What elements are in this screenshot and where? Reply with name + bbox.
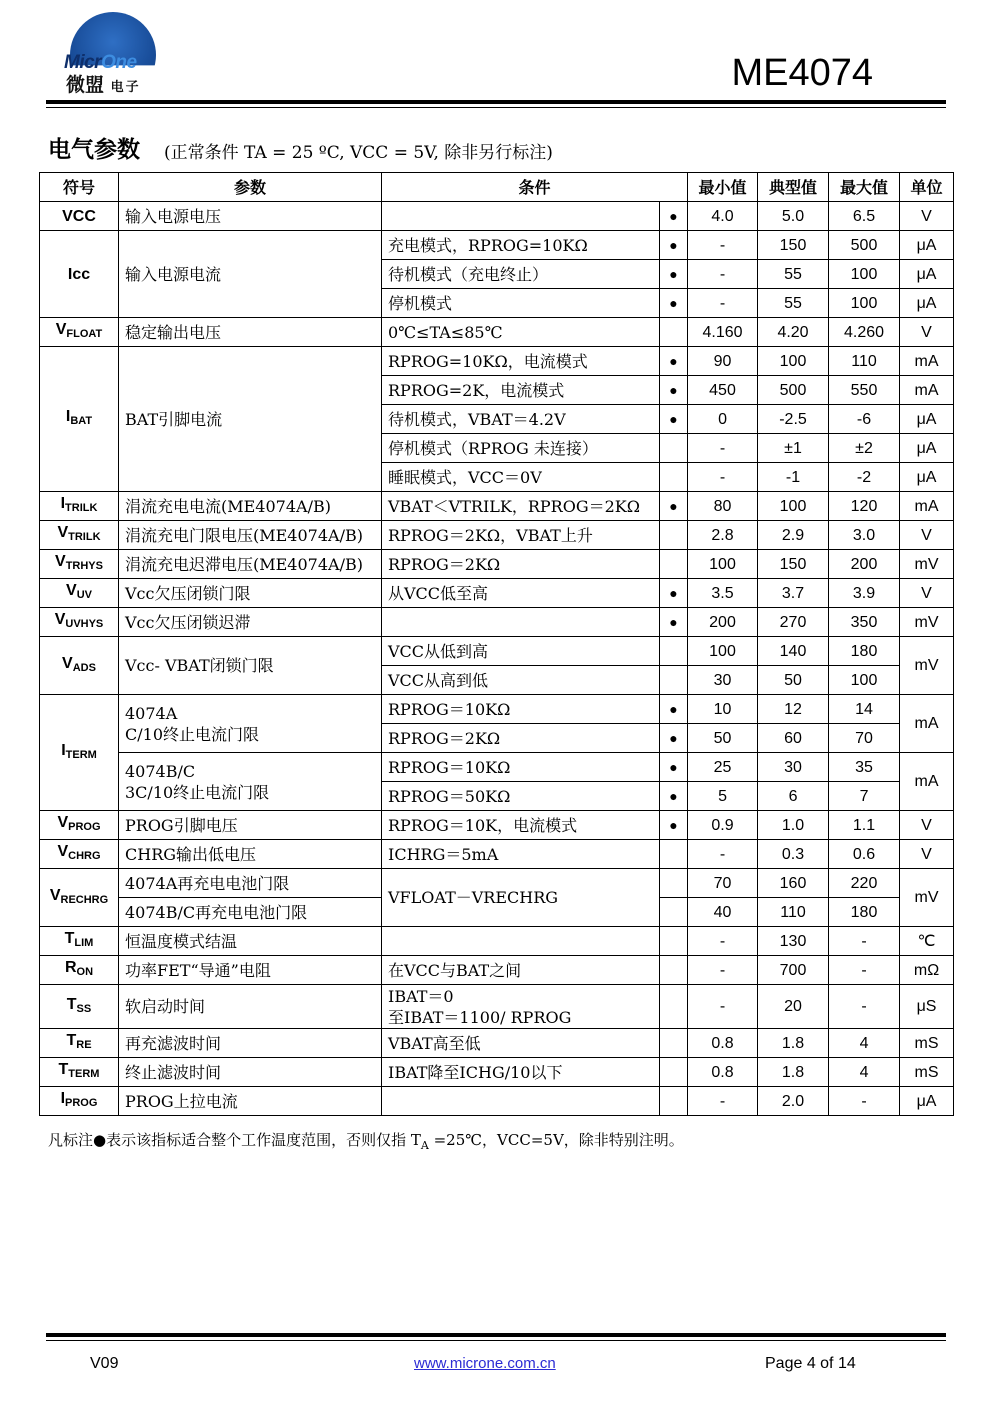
- table-row: [40, 521, 954, 550]
- table-row: [40, 550, 954, 579]
- unit: mΩ: [900, 956, 954, 985]
- header-symbol: 符号: [40, 173, 119, 202]
- symbol: $T_{LIM}$: [40, 927, 119, 956]
- max-value: -2: [829, 463, 900, 492]
- table-row: [40, 811, 954, 840]
- max-value: 4: [829, 1058, 900, 1087]
- max-value: 4: [829, 1029, 900, 1058]
- max-value: 200: [829, 550, 900, 579]
- typ-value: 150: [758, 550, 829, 579]
- max-value: 70: [829, 724, 900, 753]
- bullet-empty: [660, 1087, 688, 1116]
- bullet-mark: ●: [660, 492, 688, 521]
- bullet-mark: ●: [660, 289, 688, 318]
- min-value: 30: [688, 666, 758, 695]
- condition: 停机模式（RPROG 未连接）: [382, 434, 660, 463]
- parameter: 涓流充电迟滞电压(ME4074A/B): [119, 550, 382, 579]
- header-parameter: 参数: [119, 173, 382, 202]
- parameter: Vcc欠压闭锁门限: [119, 579, 382, 608]
- symbol: $V_{RECHRG}$: [40, 869, 119, 927]
- typ-value: -1: [758, 463, 829, 492]
- typ-value: 12: [758, 695, 829, 724]
- electrical-parameters-table: [39, 172, 954, 1116]
- condition: VFLOAT－VRECHRG: [382, 869, 660, 927]
- min-value: 3.5: [688, 579, 758, 608]
- symbol: $V_{UV}$: [40, 579, 119, 608]
- logo-chinese: 微盟 电子: [66, 74, 141, 96]
- table-row: [40, 985, 954, 1029]
- condition: VCC从高到低: [382, 666, 660, 695]
- typ-value: 1.0: [758, 811, 829, 840]
- condition: 在VCC与BAT之间: [382, 956, 660, 985]
- bullet-empty: [660, 637, 688, 666]
- header-condition: 条件: [382, 173, 688, 202]
- max-value: 180: [829, 637, 900, 666]
- min-value: -: [688, 289, 758, 318]
- table-row: [40, 318, 954, 347]
- unit: μA: [900, 434, 954, 463]
- min-value: -: [688, 927, 758, 956]
- unit: V: [900, 318, 954, 347]
- symbol: $V_{PROG}$: [40, 811, 119, 840]
- table-header-row: [40, 173, 954, 202]
- header-max: 最大值: [829, 173, 900, 202]
- footer-rule-thin: [46, 1340, 946, 1341]
- parameter: 功率FET“导通”电阻: [119, 956, 382, 985]
- max-value: 35: [829, 753, 900, 782]
- bullet-empty: [660, 840, 688, 869]
- model-number: ME4074: [731, 52, 873, 94]
- bullet-mark: ●: [660, 811, 688, 840]
- symbol: $T_{SS}$: [40, 985, 119, 1029]
- max-value: 4.260: [829, 318, 900, 347]
- typ-value: 1.8: [758, 1058, 829, 1087]
- max-value: 350: [829, 608, 900, 637]
- unit: V: [900, 202, 954, 231]
- min-value: 4.160: [688, 318, 758, 347]
- typ-value: 4.20: [758, 318, 829, 347]
- parameter: 4074B/C 3C/10终止电流门限: [119, 753, 382, 811]
- header-unit: 单位: [900, 173, 954, 202]
- unit: V: [900, 811, 954, 840]
- min-value: 0.8: [688, 1029, 758, 1058]
- table-row: [40, 956, 954, 985]
- table-row: [40, 927, 954, 956]
- symbol: $V_{CHRG}$: [40, 840, 119, 869]
- condition: 待机模式，VBAT＝4.2V: [382, 405, 660, 434]
- condition: IBAT＝0 至IBAT＝1100/ RPROG: [382, 985, 660, 1029]
- header-typ: 典型值: [758, 173, 829, 202]
- bullet-empty: [660, 463, 688, 492]
- bullet-mark: ●: [660, 260, 688, 289]
- max-value: -: [829, 956, 900, 985]
- bullet-mark: ●: [660, 724, 688, 753]
- condition: 0℃≤TA≤85℃: [382, 318, 660, 347]
- unit: ℃: [900, 927, 954, 956]
- table-row: [40, 608, 954, 637]
- symbol: $R_{ON}$: [40, 956, 119, 985]
- unit: V: [900, 521, 954, 550]
- max-value: 100: [829, 289, 900, 318]
- condition: RPROG＝50KΩ: [382, 782, 660, 811]
- parameter: PROG上拉电流: [119, 1087, 382, 1116]
- typ-value: 500: [758, 376, 829, 405]
- condition: [382, 1087, 660, 1116]
- typ-value: 100: [758, 492, 829, 521]
- max-value: ±2: [829, 434, 900, 463]
- condition: [382, 202, 660, 231]
- parameter: 输入电源电压: [119, 202, 382, 231]
- min-value: -: [688, 985, 758, 1029]
- section-subtitle: (正常条件 TA = 25 ºC, VCC = 5V, 除非另行标注): [164, 143, 553, 163]
- table-row: [40, 1029, 954, 1058]
- max-value: -: [829, 1087, 900, 1116]
- typ-value: 6: [758, 782, 829, 811]
- bullet-empty: [660, 434, 688, 463]
- condition: RPROG＝2KΩ: [382, 724, 660, 753]
- min-value: -: [688, 434, 758, 463]
- table-row: [40, 347, 954, 376]
- max-value: 220: [829, 869, 900, 898]
- typ-value: 140: [758, 637, 829, 666]
- max-value: 14: [829, 695, 900, 724]
- unit: μA: [900, 289, 954, 318]
- min-value: 0: [688, 405, 758, 434]
- typ-value: 110: [758, 898, 829, 927]
- bullet-mark: ●: [660, 579, 688, 608]
- parameter: BAT引脚电流: [119, 347, 382, 492]
- max-value: 1.1: [829, 811, 900, 840]
- unit: μA: [900, 231, 954, 260]
- symbol: $V_{TRILK}$: [40, 521, 119, 550]
- min-value: 100: [688, 550, 758, 579]
- condition: RPROG＝10KΩ: [382, 695, 660, 724]
- parameter: CHRG输出低电压: [119, 840, 382, 869]
- table-row: [40, 492, 954, 521]
- bullet-empty: [660, 1058, 688, 1087]
- header-rule-thin: [46, 107, 946, 108]
- table-row: [40, 695, 954, 724]
- typ-value: 2.9: [758, 521, 829, 550]
- bullet-empty: [660, 985, 688, 1029]
- unit: mA: [900, 753, 954, 811]
- condition: RPROG=2K，电流模式: [382, 376, 660, 405]
- min-value: 10: [688, 695, 758, 724]
- typ-value: -2.5: [758, 405, 829, 434]
- max-value: 6.5: [829, 202, 900, 231]
- max-value: 3.0: [829, 521, 900, 550]
- typ-value: 2.0: [758, 1087, 829, 1116]
- min-value: 25: [688, 753, 758, 782]
- bullet-mark: ●: [660, 405, 688, 434]
- unit: μA: [900, 1087, 954, 1116]
- condition: [382, 608, 660, 637]
- parameter: 涓流充电门限电压(ME4074A/B): [119, 521, 382, 550]
- condition: RPROG＝10K，电流模式: [382, 811, 660, 840]
- typ-value: ±1: [758, 434, 829, 463]
- min-value: 4.0: [688, 202, 758, 231]
- condition: VBAT＜VTRILK，RPROG＝2KΩ: [382, 492, 660, 521]
- table-row: [40, 1087, 954, 1116]
- unit: mV: [900, 869, 954, 927]
- symbol: $T_{RE}$: [40, 1029, 119, 1058]
- table-row: [40, 753, 954, 782]
- typ-value: 100: [758, 347, 829, 376]
- symbol: $V_{UVHYS}$: [40, 608, 119, 637]
- typ-value: 5.0: [758, 202, 829, 231]
- typ-value: 130: [758, 927, 829, 956]
- bullet-empty: [660, 898, 688, 927]
- condition: 待机模式（充电终止）: [382, 260, 660, 289]
- bullet-mark: ●: [660, 782, 688, 811]
- bullet-mark: ●: [660, 231, 688, 260]
- min-value: 450: [688, 376, 758, 405]
- min-value: -: [688, 956, 758, 985]
- max-value: -: [829, 985, 900, 1029]
- parameter: 4074A再充电电池门限: [119, 869, 382, 898]
- bullet-mark: ●: [660, 202, 688, 231]
- min-value: 80: [688, 492, 758, 521]
- typ-value: 270: [758, 608, 829, 637]
- section-title: 电气参数: [48, 137, 140, 163]
- symbol: $I_{TERM}$: [40, 695, 119, 811]
- bullet-mark: ●: [660, 608, 688, 637]
- header-min: 最小值: [688, 173, 758, 202]
- symbol: Icc: [40, 231, 119, 318]
- unit: V: [900, 579, 954, 608]
- bullet-empty: [660, 869, 688, 898]
- condition: 充电模式，RPROG=10KΩ: [382, 231, 660, 260]
- unit: V: [900, 840, 954, 869]
- footnote: 凡标注●表示该指标适合整个工作温度范围，否则仅指 $T_A$ =25℃，VCC=5V，除非特别注明。: [48, 1131, 684, 1152]
- bullet-empty: [660, 521, 688, 550]
- bullet-mark: ●: [660, 753, 688, 782]
- parameter: Vcc- VBAT闭锁门限: [119, 637, 382, 695]
- symbol: $I_{BAT}$: [40, 347, 119, 492]
- typ-value: 150: [758, 231, 829, 260]
- symbol: VCC: [40, 202, 119, 231]
- unit: mA: [900, 347, 954, 376]
- parameter: Vcc欠压闭锁迟滞: [119, 608, 382, 637]
- typ-value: 20: [758, 985, 829, 1029]
- symbol: $I_{TRILK}$: [40, 492, 119, 521]
- condition: RPROG＝2KΩ，VBAT上升: [382, 521, 660, 550]
- typ-value: 3.7: [758, 579, 829, 608]
- parameter: 再充滤波时间: [119, 1029, 382, 1058]
- typ-value: 160: [758, 869, 829, 898]
- unit: mV: [900, 550, 954, 579]
- unit: μS: [900, 985, 954, 1029]
- unit: μA: [900, 260, 954, 289]
- parameter: 4074A C/10终止电流门限: [119, 695, 382, 753]
- table-row: [40, 869, 954, 898]
- bullet-mark: ●: [660, 695, 688, 724]
- unit: μA: [900, 405, 954, 434]
- max-value: 180: [829, 898, 900, 927]
- typ-value: 1.8: [758, 1029, 829, 1058]
- max-value: 100: [829, 666, 900, 695]
- version-label: V09: [90, 1355, 119, 1372]
- min-value: -: [688, 231, 758, 260]
- min-value: 100: [688, 637, 758, 666]
- max-value: 550: [829, 376, 900, 405]
- table-row: [40, 637, 954, 666]
- company-logo: [60, 8, 170, 98]
- min-value: 70: [688, 869, 758, 898]
- symbol: $V_{FLOAT}$: [40, 318, 119, 347]
- parameter: 软启动时间: [119, 985, 382, 1029]
- typ-value: 0.3: [758, 840, 829, 869]
- condition: RPROG＝10KΩ: [382, 753, 660, 782]
- unit: mA: [900, 695, 954, 753]
- footer-rule: [46, 1333, 946, 1337]
- condition: 停机模式: [382, 289, 660, 318]
- parameter: 终止滤波时间: [119, 1058, 382, 1087]
- min-value: 90: [688, 347, 758, 376]
- website-link[interactable]: www.microne.com.cn: [414, 1355, 556, 1372]
- condition: VCC从低到高: [382, 637, 660, 666]
- unit: mS: [900, 1058, 954, 1087]
- symbol: $V_{TRHYS}$: [40, 550, 119, 579]
- condition: VBAT高至低: [382, 1029, 660, 1058]
- unit: mA: [900, 376, 954, 405]
- typ-value: 700: [758, 956, 829, 985]
- header-rule: [46, 100, 946, 104]
- website-link-wrapper: [414, 1355, 556, 1373]
- min-value: 40: [688, 898, 758, 927]
- page-number: Page 4 of 14: [765, 1355, 856, 1372]
- condition: 从VCC低至高: [382, 579, 660, 608]
- max-value: 110: [829, 347, 900, 376]
- min-value: -: [688, 260, 758, 289]
- unit: mA: [900, 492, 954, 521]
- parameter: 输入电源电流: [119, 231, 382, 318]
- condition: [382, 927, 660, 956]
- max-value: 500: [829, 231, 900, 260]
- min-value: 2.8: [688, 521, 758, 550]
- max-value: -6: [829, 405, 900, 434]
- condition: RPROG=10KΩ，电流模式: [382, 347, 660, 376]
- min-value: -: [688, 463, 758, 492]
- max-value: 120: [829, 492, 900, 521]
- max-value: 3.9: [829, 579, 900, 608]
- parameter: 涓流充电电流(ME4074A/B): [119, 492, 382, 521]
- bullet-empty: [660, 666, 688, 695]
- typ-value: 55: [758, 260, 829, 289]
- unit: μA: [900, 463, 954, 492]
- symbol: $T_{TERM}$: [40, 1058, 119, 1087]
- bullet-empty: [660, 318, 688, 347]
- min-value: 50: [688, 724, 758, 753]
- unit: mV: [900, 637, 954, 695]
- symbol: $V_{ADS}$: [40, 637, 119, 695]
- table-row: [40, 202, 954, 231]
- bullet-mark: ●: [660, 347, 688, 376]
- parameter: 4074B/C再充电电池门限: [119, 898, 382, 927]
- condition: ICHRG＝5mA: [382, 840, 660, 869]
- unit: mS: [900, 1029, 954, 1058]
- min-value: -: [688, 1087, 758, 1116]
- min-value: 0.8: [688, 1058, 758, 1087]
- parameter: 恒温度模式结温: [119, 927, 382, 956]
- unit: mV: [900, 608, 954, 637]
- table-row: [40, 1058, 954, 1087]
- table-row: [40, 231, 954, 260]
- parameter: 稳定输出电压: [119, 318, 382, 347]
- bullet-empty: [660, 550, 688, 579]
- min-value: 0.9: [688, 811, 758, 840]
- max-value: 7: [829, 782, 900, 811]
- min-value: 200: [688, 608, 758, 637]
- condition: 睡眠模式，VCC＝0V: [382, 463, 660, 492]
- table-row: [40, 840, 954, 869]
- logo-wordmark: MicrOne: [64, 52, 137, 73]
- typ-value: 55: [758, 289, 829, 318]
- bullet-empty: [660, 1029, 688, 1058]
- bullet-mark: ●: [660, 376, 688, 405]
- bullet-empty: [660, 956, 688, 985]
- condition: IBAT降至ICHG/10以下: [382, 1058, 660, 1087]
- symbol: $I_{PROG}$: [40, 1087, 119, 1116]
- typ-value: 60: [758, 724, 829, 753]
- min-value: 5: [688, 782, 758, 811]
- max-value: 0.6: [829, 840, 900, 869]
- table-row: [40, 579, 954, 608]
- max-value: -: [829, 927, 900, 956]
- condition: RPROG＝2KΩ: [382, 550, 660, 579]
- parameter: PROG引脚电压: [119, 811, 382, 840]
- max-value: 100: [829, 260, 900, 289]
- bullet-empty: [660, 927, 688, 956]
- typ-value: 50: [758, 666, 829, 695]
- typ-value: 30: [758, 753, 829, 782]
- min-value: -: [688, 840, 758, 869]
